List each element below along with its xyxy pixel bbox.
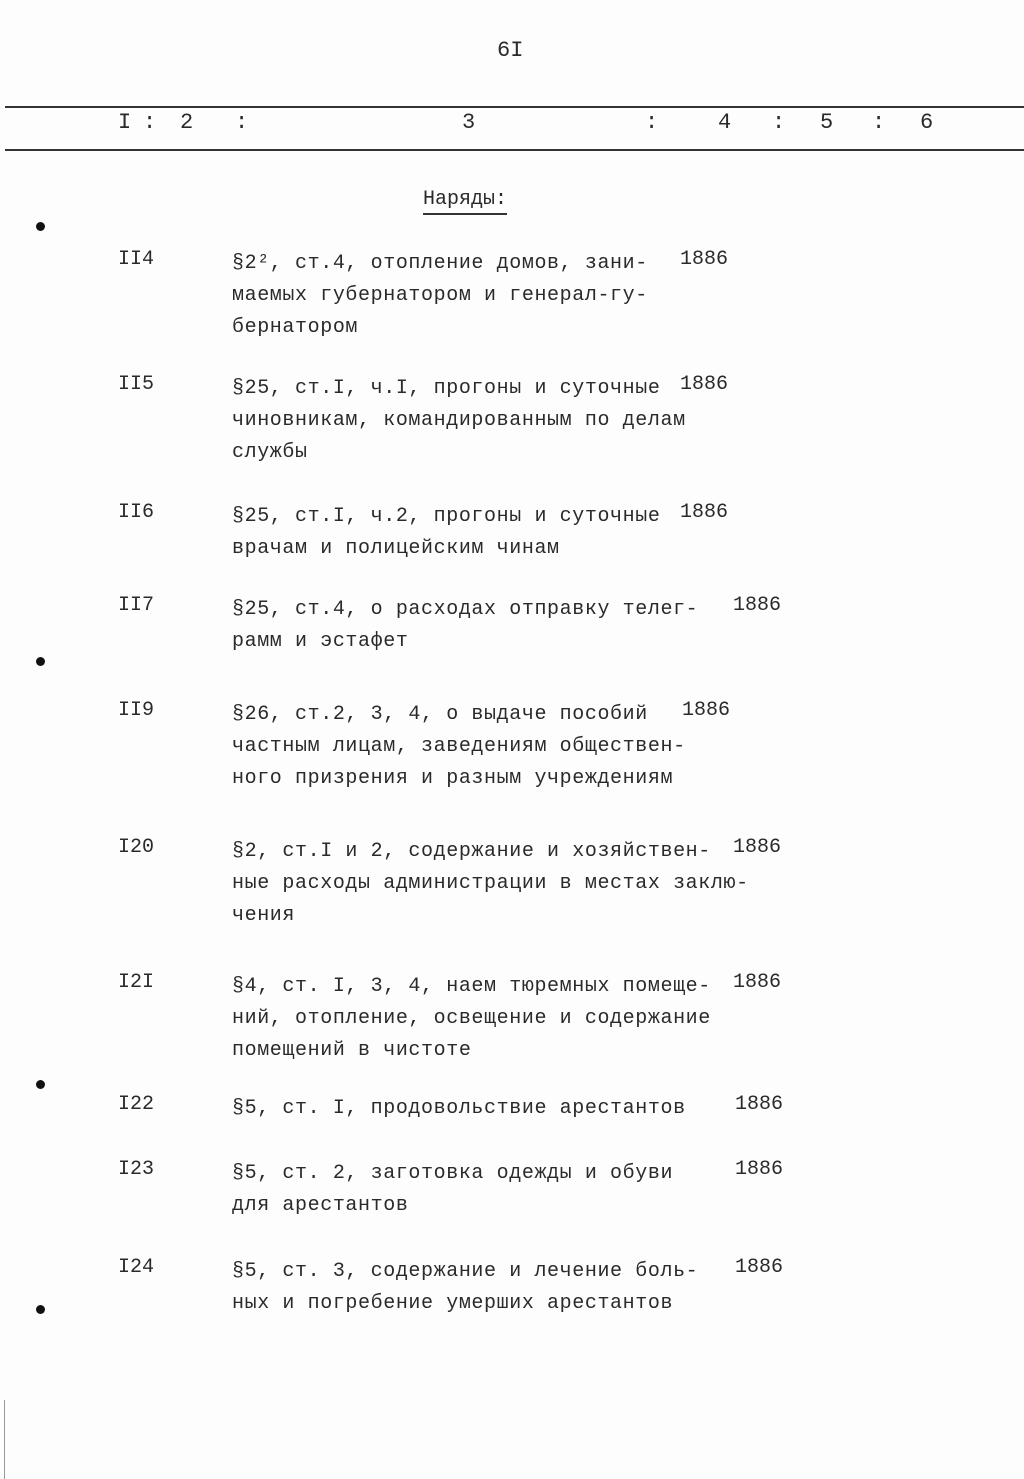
page-number: 6I	[497, 38, 524, 63]
entry-number: II9	[118, 699, 155, 722]
entry-year: 1886	[733, 594, 782, 617]
scan-edge-line	[4, 1400, 5, 1479]
col-sep: :	[235, 110, 249, 135]
col-sep: :	[143, 110, 157, 135]
entry-text: §2², ст.4, отопление домов, зани- маемых губернатором и генерал-гу- бернатором	[232, 252, 648, 339]
entry-year: 1886	[735, 1158, 784, 1181]
entry-text: §5, ст. 2, заготовка одежды и обуви для арестантов	[232, 1162, 674, 1217]
entry-text: §25, ст.4, о расходах отправку телег- рамм и эстафет	[232, 598, 699, 653]
entry-number: I2I	[118, 971, 155, 994]
punch-hole-mark	[36, 222, 45, 231]
entry-year: 1886	[733, 836, 782, 859]
entry-number: I24	[118, 1256, 155, 1279]
col-6: 6	[920, 110, 934, 135]
col-3: 3	[462, 110, 476, 135]
entry-year: 1886	[735, 1256, 784, 1279]
entry-number: I20	[118, 836, 155, 859]
col-2: 2	[180, 110, 194, 135]
header-bottom-rule	[5, 149, 1024, 151]
punch-hole-mark	[36, 657, 45, 666]
entry-number: I23	[118, 1158, 155, 1181]
entry-year: 1886	[680, 373, 729, 396]
col-1: I	[118, 110, 132, 135]
entry-text: §5, ст. I, продовольствие арестантов	[232, 1097, 686, 1120]
header-top-rule	[5, 106, 1024, 108]
entry-year: 1886	[735, 1093, 784, 1116]
entry-year: 1886	[680, 501, 729, 524]
entry-number: II7	[118, 594, 155, 617]
col-sep: :	[772, 110, 786, 135]
entry-text: §25, ст.I, ч.I, прогоны и суточные чиновникам, командированным по делам службы	[232, 377, 686, 464]
entry-year: 1886	[733, 971, 782, 994]
col-sep: :	[645, 110, 659, 135]
col-4: 4	[718, 110, 732, 135]
entry-text: §2, ст.I и 2, содержание и хозяйствен- ные расходы администрации в местах заклю- чения	[232, 840, 749, 927]
entry-year: 1886	[680, 248, 729, 271]
entry-number: I22	[118, 1093, 155, 1116]
punch-hole-mark	[36, 1080, 45, 1089]
punch-hole-mark	[36, 1305, 45, 1314]
entry-year: 1886	[682, 699, 731, 722]
col-5: 5	[820, 110, 834, 135]
entry-text: §26, ст.2, 3, 4, о выдаче пособий частным лицам, заведениям обществен- ного призрения и разным учреждениям	[232, 703, 686, 790]
entry-number: II6	[118, 501, 155, 524]
entry-text: §25, ст.I, ч.2, прогоны и суточные врачам и полицейским чинам	[232, 505, 661, 560]
entry-text: §4, ст. I, 3, 4, наем тюремных помеще- ний, отопление, освещение и содержание помещений в чистоте	[232, 975, 711, 1062]
entry-text: §5, ст. 3, содержание и лечение боль- ных и погребение умерших арестантов	[232, 1260, 699, 1315]
entry-number: II4	[118, 248, 155, 271]
section-heading: Наряды:	[423, 188, 507, 215]
col-sep: :	[872, 110, 886, 135]
entry-number: II5	[118, 373, 155, 396]
